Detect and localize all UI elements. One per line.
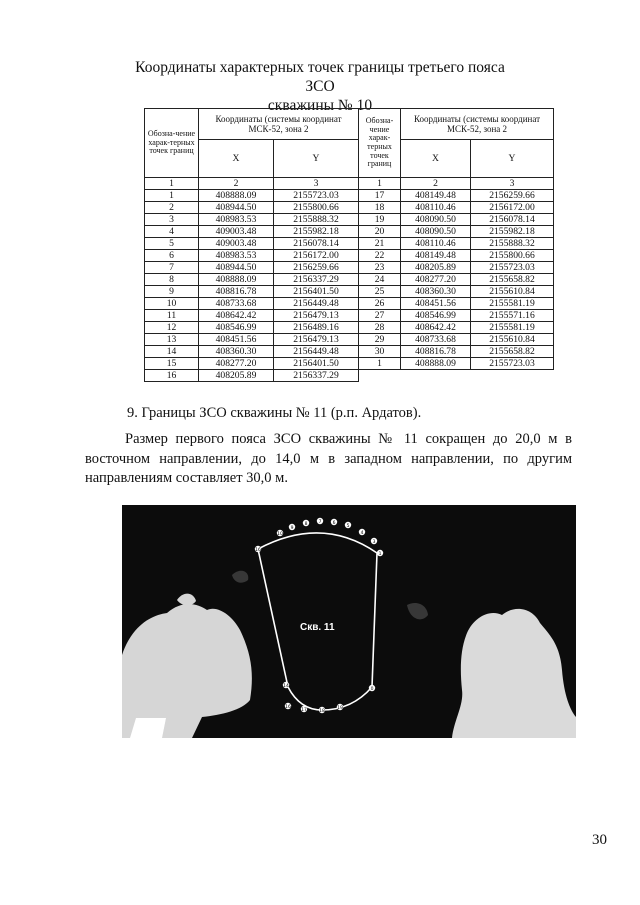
index-cell: 1: [145, 178, 199, 190]
page-title: [120, 58, 520, 115]
table-cell: 408983.53: [199, 250, 274, 262]
header-coords-right: Координаты (системы координат МСК-52, зона 2: [401, 109, 554, 140]
table-row: [145, 310, 554, 322]
table-cell: 2156172.00: [471, 202, 554, 214]
table-cell: 408983.53: [199, 214, 274, 226]
index-cell: 1: [359, 178, 401, 190]
terrain-center: [232, 571, 428, 620]
table-row: [145, 262, 554, 274]
table-cell: 3: [145, 214, 199, 226]
boundary-point-label: 10: [277, 532, 283, 537]
table-cell: 2155982.18: [274, 226, 359, 238]
table-cell: 408277.20: [199, 358, 274, 370]
table-cell: 408888.09: [401, 358, 471, 370]
table-cell: 2155723.03: [471, 262, 554, 274]
table-cell: 28: [359, 322, 401, 334]
table-cell: 408360.30: [199, 346, 274, 358]
boundary-point-label: 8: [304, 522, 308, 527]
table-cell: 2155571.16: [471, 310, 554, 322]
table-cell: 12: [145, 322, 199, 334]
boundary-point-label: 9: [290, 526, 294, 531]
title-line-1: Координаты характерных точек границы третьего пояса ЗСО: [135, 59, 505, 95]
table-cell: 409003.48: [199, 226, 274, 238]
table-row: [145, 250, 554, 262]
table-cell: 2155982.18: [471, 226, 554, 238]
table-cell: 1: [145, 190, 199, 202]
boundary-point-label: 16: [255, 548, 261, 553]
boundary-point-label: 18: [319, 709, 325, 714]
table-cell: 2156401.50: [274, 286, 359, 298]
table-cell: 2155723.03: [274, 190, 359, 202]
table-row: [145, 346, 554, 358]
table-cell: 4: [145, 226, 199, 238]
coordinates-table-body: [145, 190, 554, 382]
table-cell: 25: [359, 286, 401, 298]
table-cell: 2: [145, 202, 199, 214]
table-cell: 2156172.00: [274, 250, 359, 262]
table-cell: 20: [359, 226, 401, 238]
coordinates-table: [144, 108, 554, 382]
table-cell: 2156259.66: [274, 262, 359, 274]
table-cell: 2156489.16: [274, 322, 359, 334]
boundary-point-label: 1: [378, 552, 382, 557]
index-cell: 2: [199, 178, 274, 190]
table-cell: 408277.20: [401, 274, 471, 286]
index-cell: 3: [274, 178, 359, 190]
title-line-2: скважины № 10: [267, 97, 373, 114]
header-point-left: Обозна-чение харак-терных точек границ: [145, 109, 199, 178]
page-number: 30: [592, 832, 607, 848]
table-cell: 1: [359, 358, 401, 370]
table-cell: 11: [145, 310, 199, 322]
well-label: Скв. 11: [300, 622, 335, 633]
table-cell: 409003.48: [199, 238, 274, 250]
table-row: [145, 190, 554, 202]
table-cell: 2155581.19: [471, 322, 554, 334]
table-cell: 2156337.29: [274, 274, 359, 286]
table-cell: 29: [359, 334, 401, 346]
table-cell: 2155610.84: [471, 334, 554, 346]
table-cell: [359, 370, 401, 382]
table-row: [145, 202, 554, 214]
table-row: [145, 274, 554, 286]
table-cell: 22: [359, 250, 401, 262]
header-y-left: Y: [274, 140, 359, 178]
table-cell: 9: [145, 286, 199, 298]
table-cell: 408110.46: [401, 202, 471, 214]
table-cell: 2155888.32: [471, 238, 554, 250]
table-cell: 6: [145, 250, 199, 262]
table-cell: 408149.48: [401, 190, 471, 202]
table-cell: 2156479.13: [274, 310, 359, 322]
table-cell: 2155800.66: [274, 202, 359, 214]
table-row: [145, 370, 554, 382]
index-cell: 3: [471, 178, 554, 190]
table-cell: 2156449.48: [274, 298, 359, 310]
table-cell: 19: [359, 214, 401, 226]
boundary-point-label: 4: [360, 531, 364, 536]
table-cell: 2155800.66: [471, 250, 554, 262]
boundary-point-label: 6: [332, 521, 336, 526]
boundary-point-label: 14: [283, 684, 289, 689]
table-cell: 30: [359, 346, 401, 358]
table-cell: 2155658.82: [471, 274, 554, 286]
table-cell: 27: [359, 310, 401, 322]
table-cell: 2155581.19: [471, 298, 554, 310]
table-cell: 408360.30: [401, 286, 471, 298]
table-cell: 408733.68: [199, 298, 274, 310]
table-cell: 408733.68: [401, 334, 471, 346]
table-cell: 14: [145, 346, 199, 358]
table-cell: 2155658.82: [471, 346, 554, 358]
table-cell: 408944.50: [199, 262, 274, 274]
table-row: [145, 322, 554, 334]
table-row: [145, 226, 554, 238]
table-cell: 7: [145, 262, 199, 274]
table-cell: 23: [359, 262, 401, 274]
table-cell: 15: [145, 358, 199, 370]
table-cell: 408451.56: [401, 298, 471, 310]
table-cell: 5: [145, 238, 199, 250]
table-cell: 2155723.03: [471, 358, 554, 370]
table-cell: 408149.48: [401, 250, 471, 262]
boundary-point-label: 17: [301, 708, 307, 713]
table-cell: 2156401.50: [274, 358, 359, 370]
table-cell: 2156259.66: [471, 190, 554, 202]
well-boundary-map: [122, 505, 576, 738]
table-cell: 408205.89: [199, 370, 274, 382]
table-cell: [401, 370, 471, 382]
section-paragraph: Размер первого пояса ЗСО скважины № 11 сокращен до 20,0 м в восточном направлении, до 14,0 м в западном направлении, по другим направлениям составляет 30,0 м.: [85, 431, 572, 486]
table-cell: 17: [359, 190, 401, 202]
header-x-right: X: [401, 140, 471, 178]
boundary-point-label: 5: [346, 524, 350, 529]
table-cell: 8: [145, 274, 199, 286]
boundary-point-label: 7: [318, 520, 322, 525]
header-coords-left: Координаты (системы координат МСК-52, зона 2: [199, 109, 359, 140]
table-cell: 10: [145, 298, 199, 310]
table-row: [145, 238, 554, 250]
table-cell: 2155888.32: [274, 214, 359, 226]
index-cell: 2: [401, 178, 471, 190]
table-cell: 408205.89: [401, 262, 471, 274]
table-cell: [471, 370, 554, 382]
table-cell: 21: [359, 238, 401, 250]
table-row: [145, 286, 554, 298]
table-row: [145, 298, 554, 310]
table-cell: 2156449.48: [274, 346, 359, 358]
table-cell: 2156479.13: [274, 334, 359, 346]
table-cell: 24: [359, 274, 401, 286]
table-row: [145, 334, 554, 346]
boundary-point-label: 19: [337, 706, 343, 711]
table-cell: 18: [359, 202, 401, 214]
boundary-point-label: 0: [370, 687, 374, 692]
header-point-right: Обозна-чение харак-терных точек границ: [359, 109, 401, 178]
table-cell: 408642.42: [199, 310, 274, 322]
boundary-point-label: 16: [285, 705, 291, 710]
table-cell: 2155610.84: [471, 286, 554, 298]
terrain-left: [122, 594, 252, 738]
table-cell: 408888.09: [199, 274, 274, 286]
terrain-right: [452, 609, 576, 738]
table-cell: 408451.56: [199, 334, 274, 346]
table-cell: 408110.46: [401, 238, 471, 250]
table-cell: 408090.50: [401, 226, 471, 238]
header-y-right: Y: [471, 140, 554, 178]
header-x-left: X: [199, 140, 274, 178]
table-cell: 2156078.14: [471, 214, 554, 226]
table-cell: 26: [359, 298, 401, 310]
table-cell: 408944.50: [199, 202, 274, 214]
table-cell: 408546.99: [199, 322, 274, 334]
table-cell: 2156078.14: [274, 238, 359, 250]
table-cell: 408642.42: [401, 322, 471, 334]
table-cell: 13: [145, 334, 199, 346]
boundary-point-label: 3: [372, 540, 376, 545]
table-row: [145, 358, 554, 370]
table-cell: 16: [145, 370, 199, 382]
table-cell: 408546.99: [401, 310, 471, 322]
section-heading: 9. Границы ЗСО скважины № 11 (р.п. Ардатов).: [127, 405, 422, 421]
table-cell: 408090.50: [401, 214, 471, 226]
table-cell: 2156337.29: [274, 370, 359, 382]
map-svg: [122, 505, 576, 738]
point-labels: [255, 518, 383, 714]
table-row: [145, 214, 554, 226]
table-cell: 408816.78: [199, 286, 274, 298]
table-cell: 408888.09: [199, 190, 274, 202]
table-cell: 408816.78: [401, 346, 471, 358]
